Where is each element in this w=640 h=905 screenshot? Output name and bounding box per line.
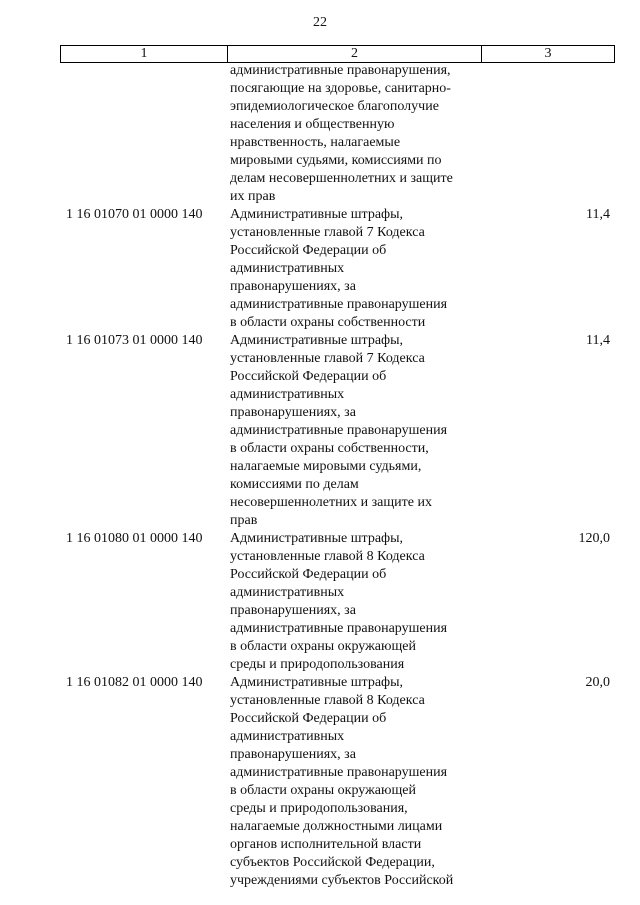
description-line: установленные главой 7 Кодекса xyxy=(230,225,425,240)
description-line: учреждениями субъектов Российской xyxy=(230,873,454,888)
description-line: административные правонарушения xyxy=(230,297,448,312)
table-row xyxy=(60,206,614,332)
description-line: Российской Федерации об xyxy=(230,243,387,258)
continuation-row xyxy=(60,62,614,206)
description-line: комиссиями по делам xyxy=(230,477,359,492)
row-code: 1 16 01073 01 0000 140 xyxy=(66,333,203,348)
description-line: среды и природопользования xyxy=(230,657,405,672)
description-line: эпидемиологическое благополучие xyxy=(230,99,439,114)
description-line: административных xyxy=(230,729,345,744)
table-header xyxy=(60,45,615,63)
description-line: субъектов Российской Федерации, xyxy=(230,855,435,870)
description-line: посягающие на здоровье, санитарно- xyxy=(230,81,451,96)
description-line: прав xyxy=(230,513,258,528)
description-line: установленные главой 8 Кодекса xyxy=(230,549,425,564)
description-line: Российской Федерации об xyxy=(230,567,387,582)
row-description xyxy=(230,206,480,332)
row-code: 1 16 01082 01 0000 140 xyxy=(66,675,203,690)
description-line: населения и общественную xyxy=(230,117,395,132)
header-row xyxy=(61,46,615,63)
table-row xyxy=(60,674,614,890)
description-line: Российской Федерации об xyxy=(230,711,387,726)
row-value: 120,0 xyxy=(578,531,610,546)
description-line: Российской Федерации об xyxy=(230,369,387,384)
description-line: административные правонарушения xyxy=(230,765,448,780)
row-code: 1 16 01070 01 0000 140 xyxy=(66,207,203,222)
description-line: административные правонарушения, xyxy=(230,63,451,78)
description-line: в области охраны окружающей xyxy=(230,783,416,798)
description-line: нравственность, налагаемые xyxy=(230,135,401,150)
header-col-1: 1 xyxy=(61,46,228,63)
description-line: установленные главой 7 Кодекса xyxy=(230,351,425,366)
table-row xyxy=(60,332,614,530)
description-line: административных xyxy=(230,387,345,402)
description-line: административные правонарушения xyxy=(230,423,448,438)
description-line: в области охраны собственности, xyxy=(230,441,429,456)
description-line: Административные штрафы, xyxy=(230,531,404,546)
description-line: правонарушениях, за xyxy=(230,747,356,762)
page-number: 22 xyxy=(313,15,327,30)
description-line: Административные штрафы, xyxy=(230,675,404,690)
row-value: 20,0 xyxy=(585,675,610,690)
continuation-description xyxy=(230,62,480,206)
row-value: 11,4 xyxy=(586,333,610,348)
description-line: правонарушениях, за xyxy=(230,279,356,294)
description-line: несовершеннолетних и защите их xyxy=(230,495,432,510)
header-col-2: 2 xyxy=(228,46,482,63)
row-description xyxy=(230,332,480,530)
table-body xyxy=(60,62,614,890)
description-line: делам несовершеннолетних и защите xyxy=(230,171,453,186)
description-line: в области охраны собственности xyxy=(230,315,426,330)
description-line: их прав xyxy=(230,189,276,204)
row-value: 11,4 xyxy=(586,207,610,222)
header-col-3: 3 xyxy=(482,46,615,63)
description-line: в области охраны окружающей xyxy=(230,639,416,654)
description-line: Административные штрафы, xyxy=(230,333,404,348)
row-description xyxy=(230,530,480,674)
description-line: налагаемые должностными лицами xyxy=(230,819,443,834)
description-line: мировыми судьями, комиссиями по xyxy=(230,153,442,168)
description-line: Административные штрафы, xyxy=(230,207,404,222)
row-code: 1 16 01080 01 0000 140 xyxy=(66,531,203,546)
description-line: административные правонарушения xyxy=(230,621,448,636)
table-row xyxy=(60,530,614,674)
description-line: правонарушениях, за xyxy=(230,405,356,420)
description-line: среды и природопользования, xyxy=(230,801,408,816)
row-description xyxy=(230,674,480,890)
description-line: административных xyxy=(230,261,345,276)
description-line: административных xyxy=(230,585,345,600)
description-line: установленные главой 8 Кодекса xyxy=(230,693,425,708)
description-line: органов исполнительной власти xyxy=(230,837,422,852)
description-line: правонарушениях, за xyxy=(230,603,356,618)
description-line: налагаемые мировыми судьями, xyxy=(230,459,422,474)
